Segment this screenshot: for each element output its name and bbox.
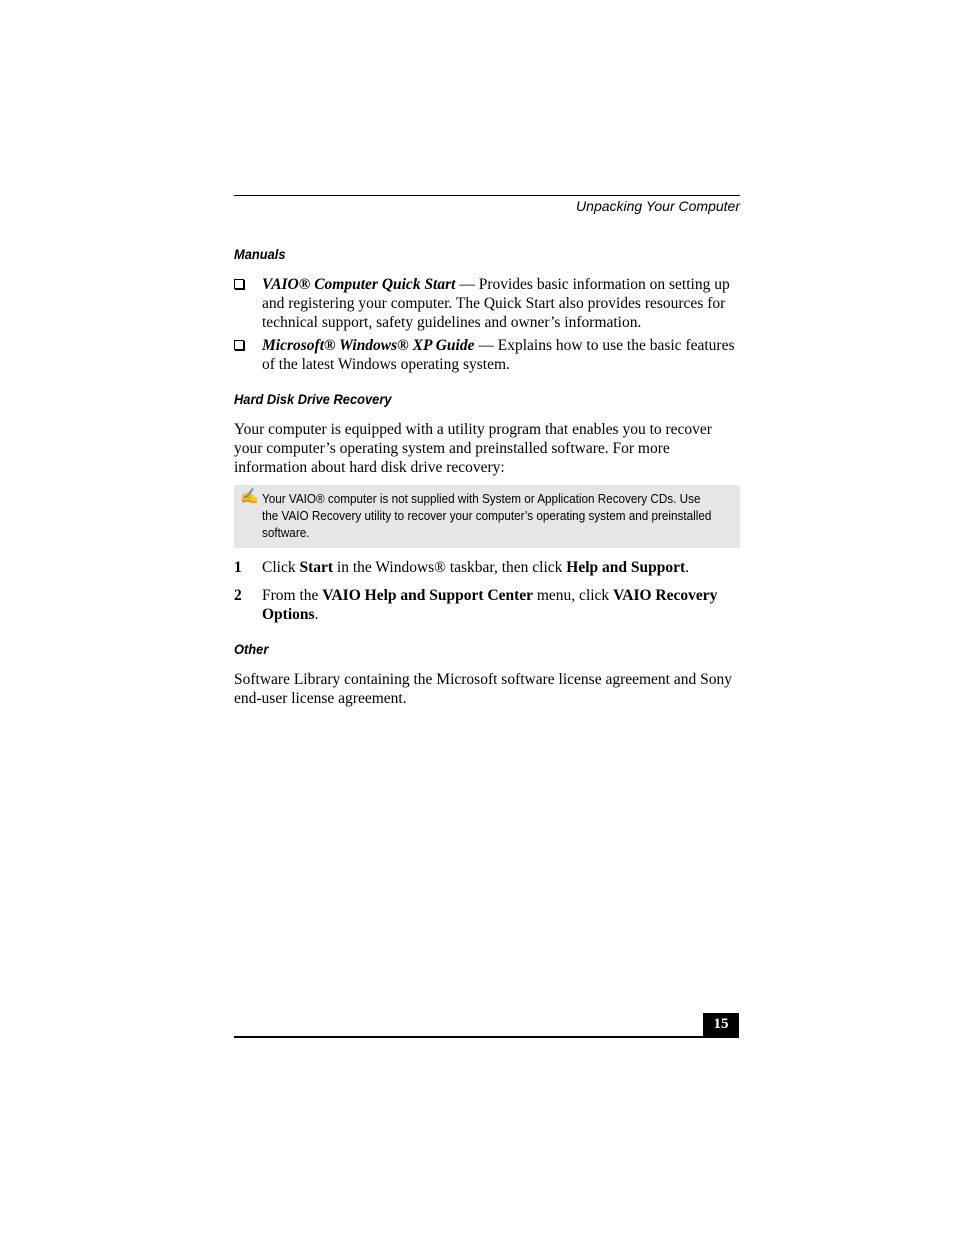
list-item — [234, 275, 740, 332]
step-number: 2 — [234, 587, 242, 604]
manual-description: — Provides basic information on setting up and registering your computer. The Quick Start also provides resources for technical support, safety guidelines and owner’s information. — [262, 276, 730, 331]
list-item — [234, 336, 740, 374]
step-text: in the Windows® taskbar, then click — [333, 559, 567, 576]
checkbox-bullet-icon — [234, 340, 244, 350]
page-number: 15 — [703, 1013, 739, 1037]
step-emphasis: Start — [299, 559, 334, 576]
pencil-note-icon: ✍ — [240, 489, 259, 505]
step-text: . — [314, 606, 319, 623]
manual-title: VAIO® Computer Quick Start — [262, 276, 456, 293]
step-1 — [234, 558, 740, 577]
step-emphasis: VAIO Recovery Options — [262, 587, 718, 623]
recovery-intro: Your computer is equipped with a utility program that enables you to recover your computer’s operating system and preinstalled software. For more information about hard disk drive recovery: — [234, 421, 712, 476]
step-emphasis: VAIO Help and Support Center — [322, 587, 533, 604]
manual-title: Microsoft® Windows® XP Guide — [262, 337, 475, 354]
step-2 — [234, 586, 740, 624]
running-head: Unpacking Your Computer — [576, 198, 740, 214]
recovery-heading: Hard Disk Drive Recovery — [234, 391, 392, 407]
step-text: From the — [262, 587, 323, 604]
other-heading: Other — [234, 641, 269, 657]
step-emphasis: Help and Support — [566, 559, 686, 576]
step-number: 1 — [234, 559, 242, 576]
checkbox-bullet-icon — [234, 279, 244, 289]
note-text: Your VAIO® computer is not supplied with System or Application Recovery CDs. Use the VAIO Recovery utility to recover your computer’s operating system and preinstalled software. — [262, 491, 712, 540]
manual-description: — Explains how to use the basic features of the latest Windows operating system. — [262, 337, 735, 373]
header-rule — [234, 195, 740, 196]
footer-rule — [234, 1036, 739, 1038]
step-text: menu, click — [533, 587, 614, 604]
other-text: Software Library containing the Microsoft software license agreement and Sony end-user license agreement. — [234, 671, 732, 707]
step-text: Click — [262, 559, 300, 576]
manuals-heading: Manuals — [234, 246, 286, 262]
note-box — [234, 485, 740, 548]
step-text: . — [685, 559, 690, 576]
